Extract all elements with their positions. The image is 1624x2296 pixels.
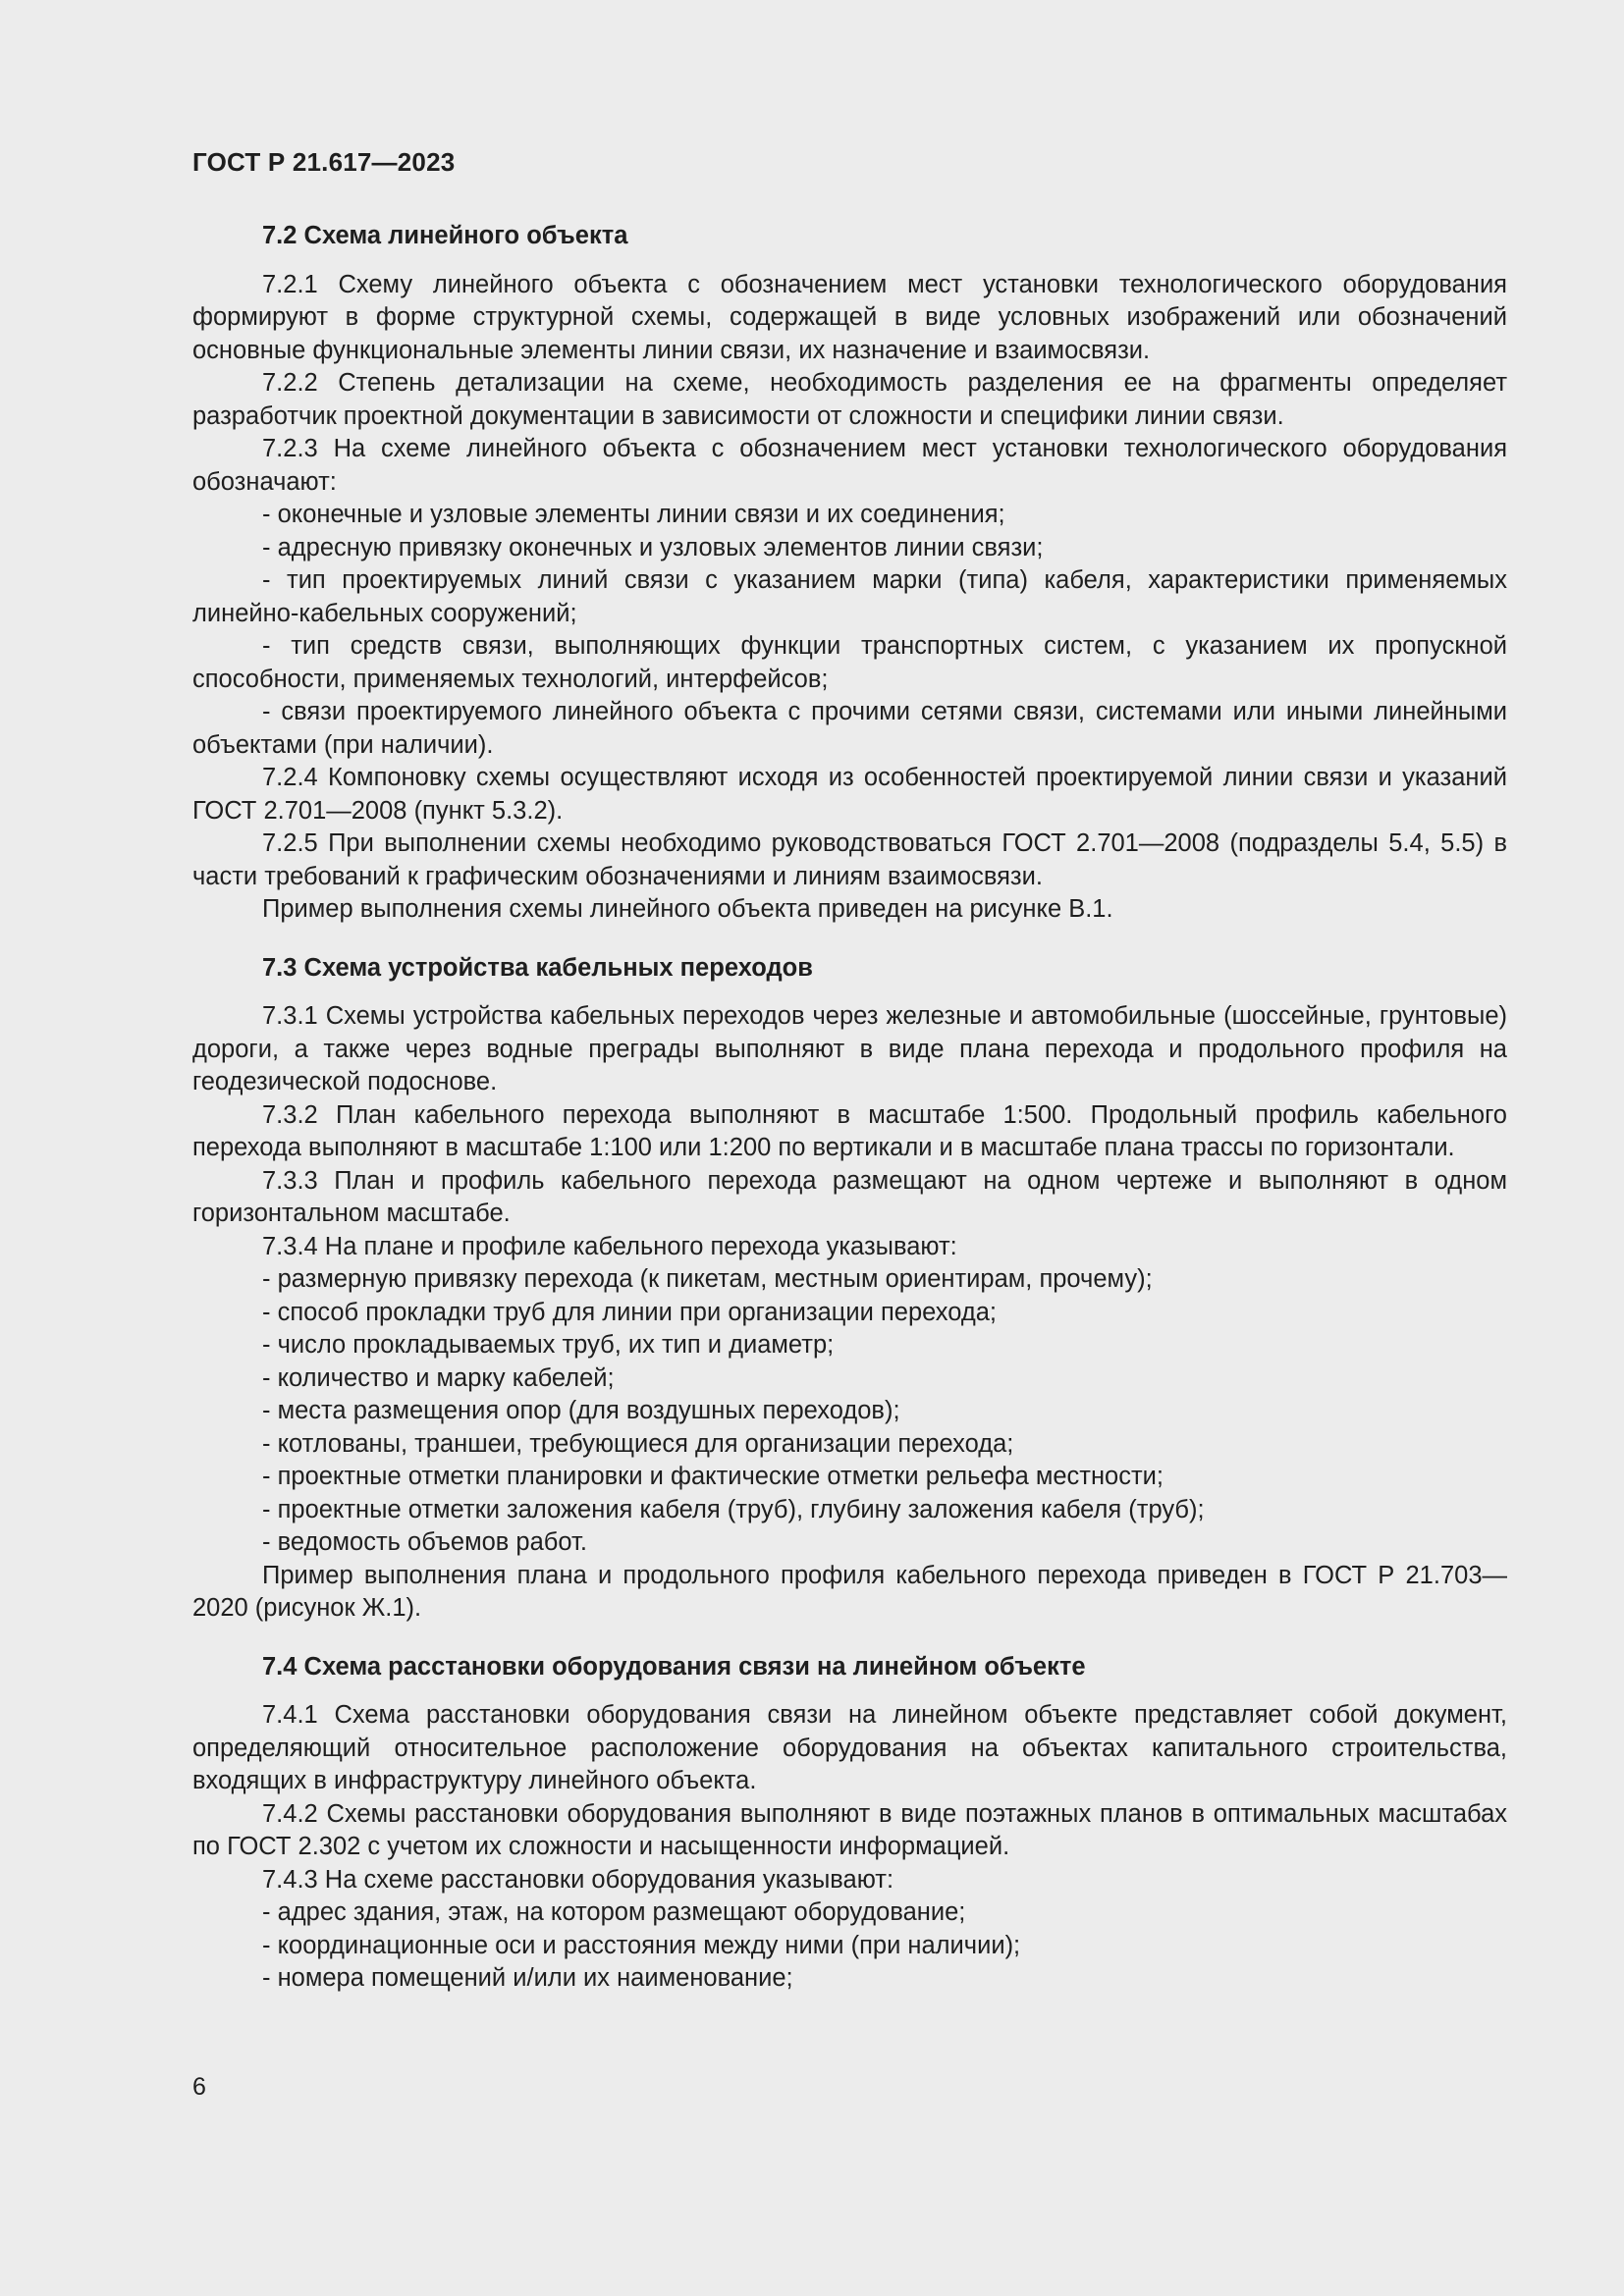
paragraph-7-3-1: 7.3.1 Схемы устройства кабельных переходов через железные и автомобильные (шоссейные, грунтовые) дороги, а также через водные преграды выполняют в виде плана перехода и продольного профиля на геодезической подоснове. (192, 1002, 1507, 1095)
paragraph-example-7-2: Пример выполнения схемы линейного объекта приведен на рисунке В.1. (262, 895, 1113, 923)
list-item: - координационные оси и расстояния между ними (при наличии); (262, 1931, 1021, 1959)
paragraph-7-2-3: 7.2.3 На схеме линейного объекта с обозначением мест установки технологического оборудования обозначают: (192, 435, 1507, 496)
page-number: 6 (192, 2073, 206, 2101)
list-item: - места размещения опор (для воздушных переходов); (262, 1397, 900, 1424)
paragraph-7-2-5: 7.2.5 При выполнении схемы необходимо руководствоваться ГОСТ 2.701—2008 (подразделы 5.4, 5.5) в части требований к графическим обозначениями и линиям взаимосвязи. (192, 829, 1507, 890)
paragraph-example-7-3: Пример выполнения плана и продольного профиля кабельного перехода приведен в ГОСТ Р 21.703—2020 (рисунок Ж.1). (192, 1561, 1507, 1622)
paragraph-7-3-4: 7.3.4 На плане и профиле кабельного перехода указывают: (262, 1232, 957, 1260)
list-item: - адресную привязку оконечных и узловых элементов линии связи; (262, 533, 1044, 561)
list-item: - котлованы, траншеи, требующиеся для организации перехода; (262, 1429, 1014, 1458)
list-item: - проектные отметки заложения кабеля (труб), глубину заложения кабеля (труб); (262, 1495, 1205, 1523)
list-item: - адрес здания, этаж, на котором размещают оборудование; (262, 1898, 966, 1926)
list-item: - количество и марку кабелей; (262, 1363, 615, 1392)
list-item: - тип средств связи, выполняющих функции транспортных систем, с указанием их пропускной способности, применяемых технологий, интерфейсов; (192, 632, 1507, 693)
list-item: - число прокладываемых труб, их тип и диаметр; (262, 1331, 835, 1359)
list-item: - номера помещений и/или их наименование; (262, 1964, 793, 1992)
list-item: - проектные отметки планировки и фактические отметки рельефа местности; (262, 1463, 1164, 1490)
paragraph-7-2-1: 7.2.1 Схему линейного объекта с обозначением мест установки технологического оборудования формируют в форме структурной схемы, содержащей в виде условных изображений или обозначений основные функциональные элементы линии связи, их назначение и взаимосвязи. (192, 270, 1507, 364)
paragraph-7-4-2: 7.4.2 Схемы расстановки оборудования выполняют в виде поэтажных планов в оптимальных масштабах по ГОСТ 2.302 с учетом их сложности и насыщенности информацией. (192, 1799, 1507, 1860)
list-item: - связи проектируемого линейного объекта с прочими сетями связи, системами или иными линейными объектами (при наличии). (192, 698, 1507, 759)
list-item: - тип проектируемых линий связи с указанием марки (типа) кабеля, характеристики применяемых линейно-кабельных сооружений; (192, 566, 1507, 627)
list-item: - ведомость объемов работ. (262, 1528, 587, 1556)
document-header: ГОСТ Р 21.617—2023 (192, 147, 456, 177)
document-body (192, 220, 1507, 1996)
paragraph-7-2-2: 7.2.2 Степень детализации на схеме, необходимость разделения ее на фрагменты определяет разработчик проектной документации в зависимости от сложности и специфики линии связи. (192, 369, 1507, 430)
section-title-7-4: 7.4 Схема расстановки оборудования связи на линейном объекте (262, 1652, 1086, 1681)
paragraph-7-3-2: 7.3.2 План кабельного перехода выполняют в масштабе 1:500. Продольный профиль кабельного перехода выполняют в масштабе 1:100 или 1:200 по вертикали и в масштабе плана трассы по горизонтали. (192, 1100, 1507, 1161)
list-item: - оконечные и узловые элементы линии связи и их соединения; (262, 501, 1005, 528)
list-item: - размерную привязку перехода (к пикетам, местным ориентирам, прочему); (262, 1265, 1153, 1293)
section-title-7-3: 7.3 Схема устройства кабельных переходов (262, 953, 813, 982)
paragraph-7-2-4: 7.2.4 Компоновку схемы осуществляют исходя из особенностей проектируемой линии связи и указаний ГОСТ 2.701—2008 (пункт 5.3.2). (192, 764, 1507, 825)
paragraph-7-4-3: 7.4.3 На схеме расстановки оборудования указывают: (262, 1865, 894, 1894)
section-title-7-2: 7.2 Схема линейного объекта (262, 222, 628, 249)
paragraph-7-4-1: 7.4.1 Схема расстановки оборудования связи на линейном объекте представляет собой документ, определяющий относительное расположение оборудования на объектах капитального строительства, входящих в инфраструктуру линейного объекта. (192, 1701, 1507, 1794)
list-item: - способ прокладки труб для линии при организации перехода; (262, 1298, 998, 1326)
paragraph-7-3-3: 7.3.3 План и профиль кабельного перехода размещают на одном чертеже и выполняют в одном горизонтальном масштабе. (192, 1166, 1507, 1227)
